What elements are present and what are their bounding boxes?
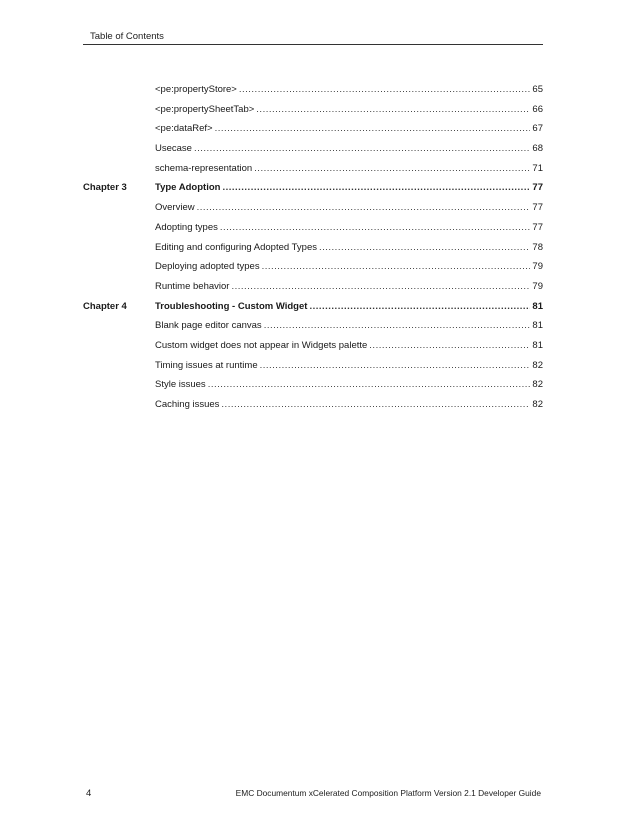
toc-dot-leader — [369, 336, 530, 356]
toc-entry-title[interactable]: Adopting types — [155, 221, 218, 233]
toc-entry-row[interactable] — [83, 218, 543, 238]
toc-entry — [155, 375, 543, 395]
toc-dot-leader — [260, 356, 531, 376]
toc-entry — [155, 198, 543, 218]
toc-dot-leader — [215, 119, 531, 139]
toc-entry — [155, 119, 543, 139]
toc-page-number[interactable]: 77 — [532, 182, 543, 194]
toc-entry-row[interactable] — [83, 100, 543, 120]
toc-dot-leader — [222, 178, 530, 198]
toc-entry-title[interactable]: Custom widget does not appear in Widgets palette — [155, 339, 368, 351]
toc-entry — [155, 178, 543, 198]
toc-entry-row[interactable] — [83, 159, 543, 179]
toc-page-number[interactable]: 82 — [532, 379, 543, 391]
toc-entry — [155, 238, 543, 258]
toc-dot-leader — [254, 159, 530, 179]
toc-chapter-label: Chapter 4 — [83, 300, 127, 312]
toc-page-number[interactable]: 65 — [532, 84, 543, 95]
toc-entry-title[interactable]: Editing and configuring Adopted Types — [155, 241, 317, 253]
toc-entry-title[interactable]: Usecase — [155, 143, 192, 155]
toc-page-number[interactable]: 66 — [532, 103, 543, 115]
toc-page-number[interactable]: 78 — [532, 241, 543, 253]
toc-page-number[interactable]: 79 — [532, 261, 543, 273]
toc-chapter-row[interactable] — [83, 297, 543, 317]
toc-entry-row[interactable] — [83, 277, 543, 297]
table-of-contents — [83, 80, 543, 415]
toc-page-number[interactable]: 67 — [532, 123, 543, 135]
toc-entry — [155, 100, 543, 120]
toc-page-number[interactable]: 81 — [532, 320, 543, 332]
toc-dot-leader — [220, 218, 531, 238]
toc-entry — [155, 356, 543, 376]
toc-entry-title[interactable]: <pe:propertyStore> — [155, 84, 237, 95]
toc-dot-leader — [231, 277, 530, 297]
toc-entry — [155, 316, 543, 336]
header-divider — [83, 44, 543, 45]
toc-entry — [155, 80, 543, 100]
toc-dot-leader — [221, 395, 530, 415]
toc-dot-leader — [256, 100, 530, 120]
running-header-title: Table of Contents — [90, 31, 164, 42]
toc-entry-title[interactable]: <pe:dataRef> — [155, 123, 213, 135]
toc-entry-row[interactable] — [83, 316, 543, 336]
toc-entry-title[interactable]: Troubleshooting - Custom Widget — [155, 300, 308, 312]
toc-page-number[interactable]: 77 — [532, 221, 543, 233]
toc-page-number[interactable]: 71 — [532, 162, 543, 174]
toc-dot-leader — [264, 316, 531, 336]
toc-dot-leader — [208, 375, 531, 395]
toc-entry-row[interactable] — [83, 119, 543, 139]
toc-entry — [155, 159, 543, 179]
toc-page-number[interactable]: 77 — [532, 202, 543, 214]
toc-entry-row[interactable] — [83, 356, 543, 376]
footer-page-number: 4 — [86, 788, 92, 799]
toc-dot-leader — [239, 80, 531, 100]
toc-entry — [155, 395, 543, 415]
toc-entry-title[interactable]: Type Adoption — [155, 182, 221, 194]
toc-entry-title[interactable]: Style issues — [155, 379, 206, 391]
toc-entry — [155, 336, 543, 356]
toc-entry-row[interactable] — [83, 198, 543, 218]
toc-entry-title[interactable]: Overview — [155, 202, 195, 214]
footer-document-title: EMC Documentum xCelerated Composition Platform Version 2.1 Developer Guide — [235, 788, 541, 798]
toc-entry — [155, 218, 543, 238]
toc-dot-leader — [197, 198, 531, 218]
toc-entry-title[interactable]: Timing issues at runtime — [155, 359, 258, 371]
toc-entry-row[interactable] — [83, 257, 543, 277]
toc-entry-row[interactable] — [83, 395, 543, 415]
toc-entry-title[interactable]: Caching issues — [155, 399, 220, 410]
toc-dot-leader — [319, 238, 530, 258]
toc-page-number[interactable]: 68 — [532, 143, 543, 155]
toc-entry-row[interactable] — [83, 80, 543, 100]
toc-entry-title[interactable]: <pe:propertySheetTab> — [155, 103, 255, 115]
toc-entry-title[interactable]: Blank page editor canvas — [155, 320, 262, 332]
toc-page-number[interactable]: 82 — [532, 359, 543, 371]
toc-entry-row[interactable] — [83, 375, 543, 395]
toc-chapter-label: Chapter 3 — [83, 182, 127, 194]
toc-entry-title[interactable]: Runtime behavior — [155, 280, 230, 292]
toc-chapter-row[interactable] — [83, 178, 543, 198]
toc-dot-leader — [309, 297, 530, 317]
toc-entry — [155, 257, 543, 277]
toc-dot-leader — [262, 257, 531, 277]
toc-entry — [155, 139, 543, 159]
toc-entry-title[interactable]: schema-representation — [155, 162, 253, 174]
toc-page-number[interactable]: 79 — [532, 280, 543, 292]
toc-entry-row[interactable] — [83, 336, 543, 356]
toc-page-number[interactable]: 82 — [532, 399, 543, 410]
toc-page-number[interactable]: 81 — [532, 339, 543, 351]
toc-entry — [155, 297, 543, 317]
toc-entry — [155, 277, 543, 297]
toc-entry-title[interactable]: Deploying adopted types — [155, 261, 260, 273]
toc-page-number[interactable]: 81 — [532, 300, 543, 312]
toc-dot-leader — [194, 139, 530, 159]
toc-entry-row[interactable] — [83, 238, 543, 258]
toc-entry-row[interactable] — [83, 139, 543, 159]
